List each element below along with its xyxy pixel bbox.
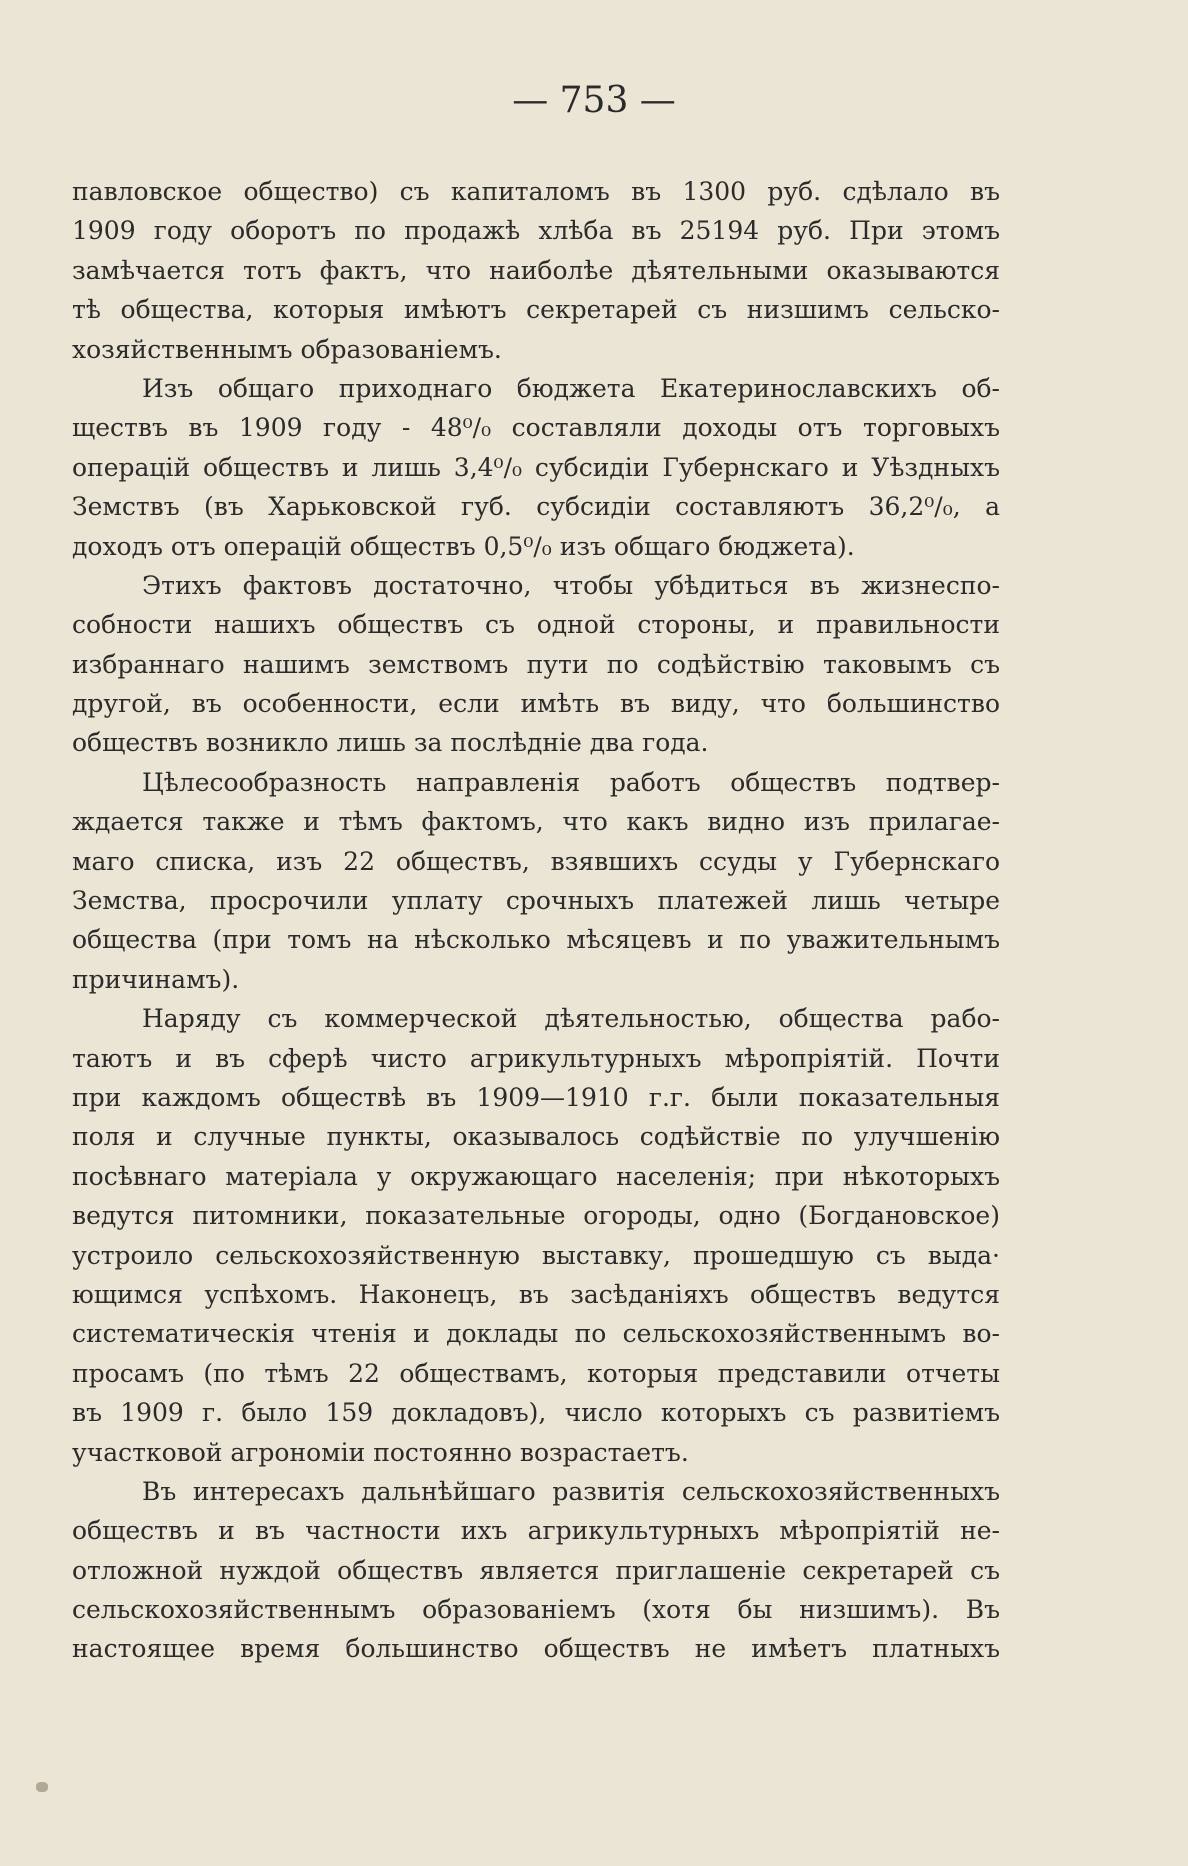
paragraph <box>72 1472 1000 1669</box>
text-line: обществъ возникло лишь за послѣдніе два года. <box>72 728 709 758</box>
text-line: причинамъ). <box>72 964 240 994</box>
text-line: участковой агрономіи постоянно возрастаетъ. <box>72 1437 689 1467</box>
text-line: при каждомъ обществѣ въ 1909—1910 г.г. были показательныя <box>72 1082 1000 1112</box>
text-line: 1909 году оборотъ по продажѣ хлѣба въ 25194 руб. При этомъ <box>72 216 1000 246</box>
ink-speck <box>36 1782 48 1792</box>
text-line: тѣ общества, которыя имѣютъ секретарей съ низшимъ сельско- <box>72 295 1000 325</box>
text-line: настоящее время большинство обществъ не имѣетъ платныхъ <box>72 1634 1000 1664</box>
text-line: Земства, просрочили уплату срочныхъ платежей лишь четыре <box>72 886 1000 916</box>
text-line: поля и случные пункты, оказывалось содѣйствіе по улучшенію <box>72 1122 1000 1152</box>
text-line: операцій обществъ и лишь 3,4⁰/₀ субсидіи Губернскаго и Уѣздныхъ <box>72 452 1000 482</box>
text-line: въ 1909 г. было 159 докладовъ), число которыхъ съ развитіемъ <box>72 1398 1000 1428</box>
text-line: Въ интересахъ дальнѣйшаго развитія сельскохозяйственныхъ <box>142 1476 1000 1506</box>
paragraph <box>72 369 1000 566</box>
paragraph <box>72 566 1000 763</box>
text-line: Цѣлесообразность направленія работъ обществъ подтвер- <box>142 767 1000 797</box>
text-line: ществъ въ 1909 году - 48⁰/₀ составляли доходы отъ торговыхъ <box>72 413 1000 443</box>
paragraph <box>72 172 1000 369</box>
text-line: устроило сельскохозяйственную выставку, прошедшую съ выда· <box>72 1240 1000 1270</box>
paragraph <box>72 999 1000 1472</box>
text-line: избраннаго нашимъ земствомъ пути по содѣйствію таковымъ съ <box>72 649 1000 679</box>
text-line: систематическія чтенія и доклады по сельскохозяйственнымъ во- <box>72 1319 1000 1349</box>
text-line: Этихъ фактовъ достаточно, чтобы убѣдиться въ жизнеспо- <box>142 570 1000 600</box>
text-line: замѣчается тотъ фактъ, что наиболѣе дѣятельными оказываются <box>72 255 1000 285</box>
text-line: обществъ и въ частности ихъ агрикультурныхъ мѣропріятій не- <box>72 1516 1000 1546</box>
text-line: ведутся питомники, показательные огороды, одно (Богдановское) <box>72 1201 1000 1231</box>
text-line: хозяйственнымъ образованіемъ. <box>72 334 502 364</box>
text-line: ждается также и тѣмъ фактомъ, что какъ видно изъ прилагае- <box>72 807 1000 837</box>
body-text <box>72 172 1000 1669</box>
page-number: — 753 — <box>512 80 676 121</box>
text-line: собности нашихъ обществъ съ одной стороны, и правильности <box>72 610 1000 640</box>
text-line: Земствъ (въ Харьковской губ. субсидіи составляютъ 36,2⁰/₀, а <box>72 492 1000 522</box>
paragraph <box>72 763 1000 999</box>
text-line: сельскохозяйственнымъ образованіемъ (хотя бы низшимъ). Въ <box>72 1595 1000 1625</box>
text-line: просамъ (по тѣмъ 22 обществамъ, которыя представили отчеты <box>72 1358 1000 1388</box>
text-line: маго списка, изъ 22 обществъ, взявшихъ ссуды у Губернскаго <box>72 846 1000 876</box>
text-line: отложной нуждой обществъ является приглашеніе секретарей съ <box>72 1555 1000 1585</box>
text-line: павловское общество) съ капиталомъ въ 1300 руб. сдѣлало въ <box>72 177 1000 206</box>
text-line: ющимся успѣхомъ. Наконецъ, въ засѣданіяхъ обществъ ведутся <box>72 1279 1000 1309</box>
text-line: доходъ отъ операцій обществъ 0,5⁰/₀ изъ общаго бюджета). <box>72 531 855 561</box>
text-line: общества (при томъ на нѣсколько мѣсяцевъ и по уважительнымъ <box>72 925 1000 955</box>
text-line: посѣвнаго матеріала у окружающаго населенія; при нѣкоторыхъ <box>72 1161 1000 1191</box>
text-line: Изъ общаго приходнаго бюджета Екатеринославскихъ об- <box>142 373 1000 403</box>
text-line: другой, въ особенности, если имѣть въ виду, что большинство <box>72 689 1000 719</box>
text-line: таютъ и въ сферѣ чисто агрикультурныхъ мѣропріятій. Почти <box>72 1043 1000 1073</box>
text-line: Наряду съ коммерческой дѣятельностью, общества рабо- <box>142 1004 1000 1034</box>
